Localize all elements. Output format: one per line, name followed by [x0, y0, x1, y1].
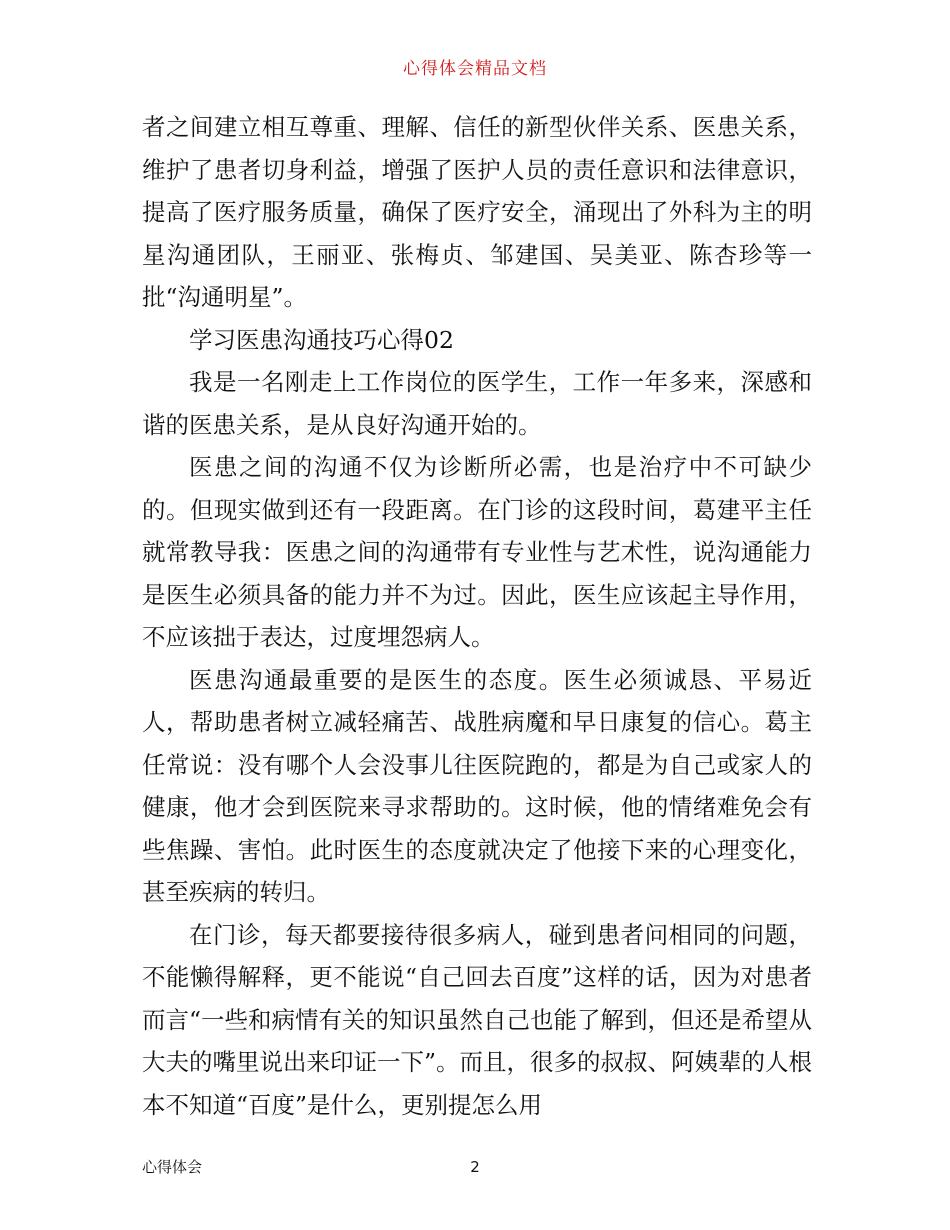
paragraph: 我是一名刚走上工作岗位的医学生，工作一年多来，深感和谐的医患关系，是从良好沟通开始的。	[142, 368, 812, 439]
section-heading: 学习医患沟通技巧心得02	[189, 325, 454, 354]
header-title: 心得体会精品文档	[403, 59, 547, 79]
paragraph: 在门诊，每天都要接待很多病人，碰到患者问相同的问题，不能懒得解释，更不能说“自己回去百度”这样的话，因为对患者而言“一些和病情有关的知识虽然自己也能了解到，但还是希望从大夫的嘴里说出来印证一下”。而且，很多的叔叔、阿姨辈的人根本不知道“百度”是什么，更别提怎么用	[142, 920, 813, 1119]
paragraph-continuation: 者之间建立相互尊重、理解、信任的新型伙伴关系、医患关系，维护了患者切身利益，增强了医护人员的责任意识和法律意识，提高了医疗服务质量，确保了医疗安全，涌现出了外科为主的明星沟通团队，王丽亚、张梅贞、邹建国、吴美亚、陈杏珍等一批“沟通明星”。	[142, 113, 812, 311]
footer-label: 心得体会	[142, 1158, 203, 1176]
document-body	[142, 106, 812, 1126]
page-number: 2	[470, 1158, 480, 1176]
paragraph: 医患之间的沟通不仅为诊断所必需，也是治疗中不可缺少的。但现实做到还有一段距离。在门诊的这段时间，葛建平主任就常教导我：医患之间的沟通带有专业性与艺术性，说沟通能力是医生必须具备的能力并不为过。因此，医生应该起主导作用，不应该拙于表达，过度埋怨病人。	[142, 453, 812, 651]
paragraph: 医患沟通最重要的是医生的态度。医生必须诚恳、平易近人，帮助患者树立减轻痛苦、战胜病魔和早日康复的信心。葛主任常说：没有哪个人会没事儿往医院跑的，都是为自己或家人的健康，他才会到医院来寻求帮助的。这时候，他的情绪难免会有些焦躁、害怕。此时医生的态度就决定了他接下来的心理变化，甚至疾病的转归。	[142, 665, 812, 906]
